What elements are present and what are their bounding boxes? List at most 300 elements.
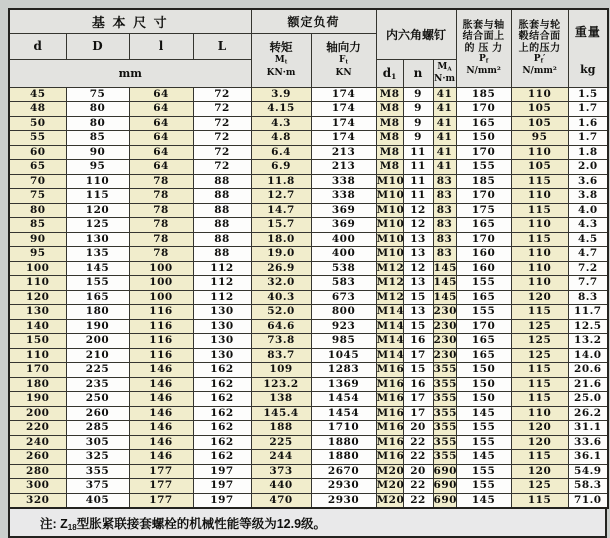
cell-torque-mt: 109 [251, 363, 311, 378]
cell-D: 375 [66, 479, 129, 494]
header-basic-dimensions: 基 本 尺 寸 [9, 9, 251, 33]
table-row [9, 87, 608, 102]
cell-screw-d1: M8 [376, 160, 403, 175]
cell-l: 146 [129, 363, 193, 378]
cell-screw-count-n: 15 [403, 290, 433, 305]
cell-torque-mt: 244 [251, 450, 311, 465]
cell-torque-mt: 6.4 [251, 145, 311, 160]
cell-d: 280 [9, 464, 66, 479]
cell-screw-torque-ma: 145 [433, 261, 457, 274]
table-row [9, 145, 608, 160]
table-row [9, 334, 608, 349]
cell-screw-count-n: 22 [403, 450, 433, 465]
cell-screw-d1: M16 [376, 406, 405, 419]
cell-L: 72 [193, 160, 251, 175]
cell-d: 80 [9, 203, 66, 218]
table-row [9, 464, 608, 479]
cell-screw-torque-ma: 690 [433, 479, 457, 491]
cell-screw-d1: M14 [376, 348, 405, 361]
cell-axial-force-ft: 174 [311, 102, 376, 117]
hub-pressure-symbol: $P_f'$ [533, 54, 546, 65]
cell-D: 75 [66, 87, 129, 102]
cell-D: 355 [66, 464, 129, 479]
cell-screw-torque-ma: 690 [433, 464, 457, 477]
cell-torque-mt: 15.7 [251, 218, 311, 233]
cell-L: 88 [193, 189, 251, 204]
axial-force-unit: KN [335, 67, 352, 78]
cell-l: 64 [129, 102, 193, 117]
cell-pressure-hub-pf: 95 [511, 131, 568, 146]
cell-pressure-shaft-pf: 155 [456, 421, 511, 436]
cell-screw-d1: M12 [376, 261, 405, 274]
cell-d: 180 [9, 377, 66, 392]
cell-pressure-hub-pf: 115 [511, 203, 568, 218]
cell-torque-mt: 18.0 [251, 232, 311, 247]
cell-L: 130 [193, 334, 251, 349]
table-row [9, 232, 608, 247]
cell-l: 78 [129, 218, 193, 233]
cell-d: 260 [9, 450, 66, 465]
cell-weight-kg: 20.6 [568, 363, 608, 378]
cell-d: 48 [9, 102, 66, 117]
cell-screw-torque-ma: 41 [433, 116, 456, 131]
cell-weight-kg: 71.0 [568, 493, 608, 508]
cell-axial-force-ft: 369 [311, 218, 376, 233]
cell-screw-torque-ma: 145 [433, 290, 457, 303]
cell-torque-mt: 225 [251, 435, 311, 450]
cell-weight-kg: 3.8 [568, 189, 608, 204]
shaft-pressure-symbol: $P_f$ [478, 54, 489, 65]
cell-screw-d1: M8 [376, 102, 403, 117]
cell-D: 180 [66, 305, 129, 320]
cell-screw-d1: M8 [376, 131, 403, 146]
cell-torque-mt: 145.4 [251, 406, 311, 421]
cell-axial-force-ft: 583 [311, 276, 376, 291]
cell-screw-d1: M8 [376, 145, 403, 160]
header-col-d: d [9, 33, 66, 59]
cell-screw-count-n: 11 [403, 160, 433, 175]
cell-D: 90 [66, 145, 129, 160]
cell-pressure-shaft-pf: 145 [456, 406, 511, 421]
cell-screw-d1: M10 [376, 247, 405, 259]
cell-pressure-hub-pf: 110 [511, 87, 568, 102]
cell-pressure-hub-pf: 120 [511, 421, 568, 436]
table-row [9, 160, 608, 175]
cell-l: 100 [129, 276, 193, 291]
cell-axial-force-ft: 1880 [311, 450, 376, 465]
cell-pressure-shaft-pf: 150 [456, 377, 511, 392]
table-row [9, 377, 608, 392]
cell-pressure-shaft-pf: 155 [456, 276, 511, 291]
cell-L: 72 [193, 102, 251, 117]
cell-axial-force-ft: 369 [311, 203, 376, 218]
cell-weight-kg: 25.0 [568, 392, 608, 407]
table-row [9, 174, 608, 189]
cell-screw-count-n: 16 [403, 377, 433, 392]
cell-d: 100 [9, 261, 66, 276]
cell-screw-torque-ma: 41 [433, 87, 456, 102]
cell-pressure-shaft-pf: 170 [456, 189, 511, 204]
cell-L: 162 [193, 392, 251, 407]
cell-weight-kg: 4.5 [568, 232, 608, 247]
cell-screw-torque-ma: 355 [433, 406, 457, 419]
cell-weight-kg: 14.0 [568, 348, 608, 363]
cell-L: 130 [193, 348, 251, 363]
cell-d: 45 [9, 87, 66, 102]
cell-D: 115 [66, 189, 129, 204]
cell-screw-torque-ma: 355 [433, 450, 457, 462]
cell-weight-kg: 36.1 [568, 450, 608, 465]
cell-torque-mt: 373 [251, 464, 311, 479]
cell-screw-d1: M8 [376, 87, 403, 102]
cell-d: 55 [9, 131, 66, 146]
cell-axial-force-ft: 338 [311, 189, 376, 204]
screw-torque-symbol: $M_A$ [437, 61, 452, 73]
cell-weight-kg: 1.5 [568, 87, 608, 102]
cell-pressure-hub-pf: 115 [511, 363, 568, 378]
cell-axial-force-ft: 400 [311, 232, 376, 247]
cell-screw-count-n: 13 [403, 276, 433, 291]
cell-pressure-shaft-pf: 150 [456, 131, 511, 146]
cell-torque-mt: 83.7 [251, 348, 311, 363]
weight-unit: kg [580, 62, 596, 76]
cell-pressure-shaft-pf: 170 [456, 232, 511, 247]
cell-D: 120 [66, 203, 129, 218]
cell-screw-d1: M20 [376, 464, 405, 477]
cell-d: 60 [9, 145, 66, 160]
cell-screw-d1: M10 [376, 218, 405, 230]
cell-screw-count-n: 17 [403, 348, 433, 363]
header-screw-tightening-torque [433, 59, 456, 87]
cell-D: 155 [66, 276, 129, 291]
table-row [9, 261, 608, 276]
table-row [9, 363, 608, 378]
cell-pressure-shaft-pf: 185 [456, 174, 511, 189]
cell-axial-force-ft: 1710 [311, 421, 376, 436]
cell-screw-torque-ma: 145 [433, 276, 457, 288]
cell-pressure-hub-pf: 125 [511, 348, 568, 363]
cell-torque-mt: 3.9 [251, 87, 311, 102]
cell-L: 197 [193, 479, 251, 494]
cell-weight-kg: 4.3 [568, 218, 608, 233]
cell-pressure-shaft-pf: 145 [456, 493, 511, 508]
table-row [9, 319, 608, 334]
shaft-pressure-line-3: 的 压 力 [464, 42, 503, 54]
cell-torque-mt: 52.0 [251, 305, 311, 320]
cell-screw-count-n: 22 [403, 435, 433, 450]
cell-axial-force-ft: 174 [311, 131, 376, 146]
hub-pressure-line-2: 毂结合面 [518, 31, 561, 43]
cell-screw-count-n: 13 [403, 247, 433, 262]
cell-L: 162 [193, 450, 251, 465]
cell-d: 50 [9, 116, 66, 131]
cell-torque-mt: 40.3 [251, 290, 311, 305]
cell-L: 88 [193, 247, 251, 262]
cell-D: 405 [66, 493, 129, 508]
hub-pressure-line-3: 上的压力 [518, 42, 561, 54]
cell-weight-kg: 12.5 [568, 319, 608, 334]
cell-d: 110 [9, 276, 66, 291]
cell-pressure-hub-pf: 115 [511, 493, 568, 508]
cell-D: 95 [66, 160, 129, 175]
header-weight [568, 9, 608, 87]
cell-L: 88 [193, 232, 251, 247]
cell-screw-torque-ma: 355 [433, 392, 457, 404]
cell-weight-kg: 13.2 [568, 334, 608, 349]
cell-screw-d1: M16 [376, 450, 405, 462]
cell-screw-d1: M16 [376, 377, 405, 390]
cell-screw-d1: M8 [376, 116, 403, 131]
cell-D: 260 [66, 406, 129, 421]
cell-L: 112 [193, 261, 251, 276]
cell-l: 146 [129, 377, 193, 392]
cell-D: 325 [66, 450, 129, 465]
axial-force-label: 轴向力 [326, 42, 361, 55]
cell-torque-mt: 73.8 [251, 334, 311, 349]
cell-pressure-hub-pf: 110 [511, 261, 568, 276]
cell-D: 210 [66, 348, 129, 363]
cell-screw-torque-ma: 41 [433, 145, 456, 160]
cell-D: 165 [66, 290, 129, 305]
cell-screw-count-n: 22 [403, 479, 433, 494]
cell-screw-count-n: 13 [403, 232, 433, 247]
cell-screw-torque-ma: 83 [433, 232, 456, 247]
cell-l: 146 [129, 392, 193, 407]
cell-d: 85 [9, 218, 66, 233]
cell-l: 146 [129, 406, 193, 421]
cell-pressure-hub-pf: 110 [511, 218, 568, 233]
cell-screw-d1: M16 [376, 435, 405, 448]
cell-d: 240 [9, 435, 66, 450]
cell-screw-d1: M16 [376, 421, 405, 433]
table-row [9, 276, 608, 291]
cell-screw-count-n: 15 [403, 319, 433, 334]
cell-pressure-hub-pf: 115 [511, 377, 568, 392]
cell-screw-count-n: 20 [403, 464, 433, 479]
table-row [9, 406, 608, 421]
cell-L: 88 [193, 174, 251, 189]
header-col-l: l [129, 33, 193, 59]
torque-unit: KN·m [266, 67, 296, 78]
cell-screw-count-n: 15 [403, 363, 433, 378]
cell-pressure-hub-pf: 110 [511, 145, 568, 160]
cell-weight-kg: 2.0 [568, 160, 608, 175]
cell-pressure-hub-pf: 120 [511, 464, 568, 479]
table-row [9, 392, 608, 407]
cell-L: 162 [193, 421, 251, 436]
cell-weight-kg: 26.2 [568, 406, 608, 421]
table-row [9, 189, 608, 204]
cell-L: 197 [193, 464, 251, 479]
cell-L: 112 [193, 276, 251, 291]
cell-d: 130 [9, 305, 66, 320]
cell-l: 146 [129, 435, 193, 450]
header-row-groups [9, 9, 608, 33]
torque-label: 转矩 [269, 42, 293, 55]
cell-axial-force-ft: 2930 [311, 493, 376, 508]
header-screw-d1: $d_1$ [376, 59, 403, 87]
cell-screw-d1: M14 [376, 334, 405, 346]
cell-pressure-hub-pf: 110 [511, 406, 568, 421]
torque-symbol: $M_t$ [274, 55, 288, 66]
cell-screw-count-n: 16 [403, 334, 433, 349]
cell-pressure-hub-pf: 120 [511, 290, 568, 305]
cell-screw-torque-ma: 41 [433, 160, 456, 175]
cell-screw-count-n: 9 [403, 131, 433, 146]
cell-screw-count-n: 11 [403, 145, 433, 160]
cell-screw-count-n: 11 [403, 189, 433, 204]
cell-pressure-shaft-pf: 155 [456, 479, 511, 494]
cell-L: 162 [193, 363, 251, 378]
cell-D: 190 [66, 319, 129, 334]
cell-l: 116 [129, 305, 193, 320]
cell-screw-d1: M16 [376, 392, 405, 404]
cell-pressure-shaft-pf: 160 [456, 247, 511, 262]
cell-torque-mt: 4.8 [251, 131, 311, 146]
cell-pressure-hub-pf: 105 [511, 160, 568, 175]
cell-pressure-hub-pf: 105 [511, 102, 568, 117]
cell-weight-kg: 21.6 [568, 377, 608, 392]
header-shaft-contact-pressure [456, 9, 511, 87]
table-row [9, 247, 608, 262]
cell-L: 72 [193, 87, 251, 102]
cell-L: 72 [193, 131, 251, 146]
shaft-pressure-line-2: 结合面上 [462, 31, 505, 43]
cell-screw-torque-ma: 355 [433, 421, 457, 433]
cell-weight-kg: 33.6 [568, 435, 608, 450]
cell-weight-kg: 8.3 [568, 290, 608, 305]
cell-pressure-shaft-pf: 165 [456, 218, 511, 233]
cell-pressure-shaft-pf: 150 [456, 363, 511, 378]
header-hub-contact-pressure [511, 9, 568, 87]
weight-label: 重量 [574, 25, 601, 39]
cell-D: 130 [66, 232, 129, 247]
cell-screw-d1: M12 [376, 276, 405, 288]
cell-D: 200 [66, 334, 129, 349]
spec-table-body [9, 87, 608, 508]
table-row [9, 435, 608, 450]
footnote-text: 注: $Z_{18}$型胀紧联接套螺栓的机械性能等级为12.9级。 [40, 516, 327, 532]
cell-d: 140 [9, 319, 66, 334]
hub-pressure-line-1: 胀套与轮 [518, 19, 561, 31]
cell-screw-torque-ma: 355 [433, 435, 457, 448]
cell-screw-d1: M16 [376, 363, 405, 375]
spec-table [8, 8, 609, 509]
cell-d: 75 [9, 189, 66, 204]
header-torque [251, 33, 311, 87]
cell-axial-force-ft: 2670 [311, 464, 376, 479]
table-row [9, 421, 608, 436]
cell-axial-force-ft: 174 [311, 116, 376, 131]
cell-pressure-shaft-pf: 170 [456, 319, 511, 334]
cell-d: 150 [9, 334, 66, 349]
cell-axial-force-ft: 2930 [311, 479, 376, 494]
cell-d: 110 [9, 348, 66, 363]
cell-axial-force-ft: 1454 [311, 392, 376, 407]
cell-screw-torque-ma: 230 [433, 348, 457, 361]
cell-pressure-shaft-pf: 160 [456, 261, 511, 276]
cell-d: 120 [9, 290, 66, 305]
cell-screw-count-n: 20 [403, 421, 433, 436]
cell-pressure-shaft-pf: 170 [456, 102, 511, 117]
cell-d: 65 [9, 160, 66, 175]
cell-pressure-shaft-pf: 175 [456, 203, 511, 218]
cell-weight-kg: 4.0 [568, 203, 608, 218]
header-screw-count-n: n [403, 59, 433, 87]
cell-pressure-hub-pf: 110 [511, 276, 568, 291]
cell-screw-torque-ma: 83 [433, 247, 456, 262]
cell-torque-mt: 123.2 [251, 377, 311, 392]
cell-l: 64 [129, 116, 193, 131]
cell-screw-torque-ma: 355 [433, 363, 457, 375]
cell-screw-count-n: 12 [403, 203, 433, 218]
cell-D: 110 [66, 174, 129, 189]
cell-pressure-hub-pf: 115 [511, 450, 568, 465]
cell-pressure-shaft-pf: 165 [456, 334, 511, 349]
cell-weight-kg: 1.7 [568, 131, 608, 146]
cell-screw-d1: M14 [376, 305, 405, 317]
cell-l: 116 [129, 334, 193, 349]
table-row [9, 305, 608, 320]
header-dim-unit-mm: mm [9, 59, 251, 87]
cell-axial-force-ft: 985 [311, 334, 376, 349]
cell-l: 177 [129, 479, 193, 494]
cell-screw-torque-ma: 230 [433, 305, 457, 317]
cell-l: 64 [129, 145, 193, 160]
cell-l: 64 [129, 131, 193, 146]
header-axial-force [311, 33, 376, 87]
cell-pressure-hub-pf: 110 [511, 189, 568, 204]
cell-axial-force-ft: 538 [311, 261, 376, 276]
cell-d: 95 [9, 247, 66, 262]
cell-screw-torque-ma: 230 [433, 319, 457, 332]
cell-l: 177 [129, 493, 193, 508]
cell-axial-force-ft: 800 [311, 305, 376, 320]
cell-screw-d1: M14 [376, 319, 405, 332]
cell-pressure-shaft-pf: 170 [456, 145, 511, 160]
table-row [9, 203, 608, 218]
cell-l: 100 [129, 290, 193, 305]
cell-torque-mt: 11.8 [251, 174, 311, 189]
cell-d: 170 [9, 363, 66, 378]
spec-table-header [9, 9, 608, 87]
table-row [9, 131, 608, 146]
cell-torque-mt: 32.0 [251, 276, 311, 291]
cell-screw-d1: M10 [376, 232, 405, 245]
cell-pressure-hub-pf: 115 [511, 305, 568, 320]
cell-L: 88 [193, 203, 251, 218]
cell-screw-d1: M10 [376, 174, 405, 187]
cell-l: 64 [129, 87, 193, 102]
cell-pressure-hub-pf: 125 [511, 479, 568, 494]
hub-pressure-unit: N/mm² [522, 66, 557, 77]
cell-pressure-shaft-pf: 165 [456, 290, 511, 305]
cell-l: 116 [129, 319, 193, 334]
table-row [9, 450, 608, 465]
cell-D: 135 [66, 247, 129, 262]
cell-D: 145 [66, 261, 129, 276]
cell-D: 85 [66, 131, 129, 146]
cell-L: 130 [193, 319, 251, 334]
table-row [9, 493, 608, 508]
cell-D: 125 [66, 218, 129, 233]
cell-axial-force-ft: 1369 [311, 377, 376, 392]
cell-axial-force-ft: 1880 [311, 435, 376, 450]
cell-l: 177 [129, 464, 193, 479]
cell-screw-count-n: 13 [403, 305, 433, 320]
cell-pressure-hub-pf: 110 [511, 247, 568, 262]
cell-l: 64 [129, 160, 193, 175]
